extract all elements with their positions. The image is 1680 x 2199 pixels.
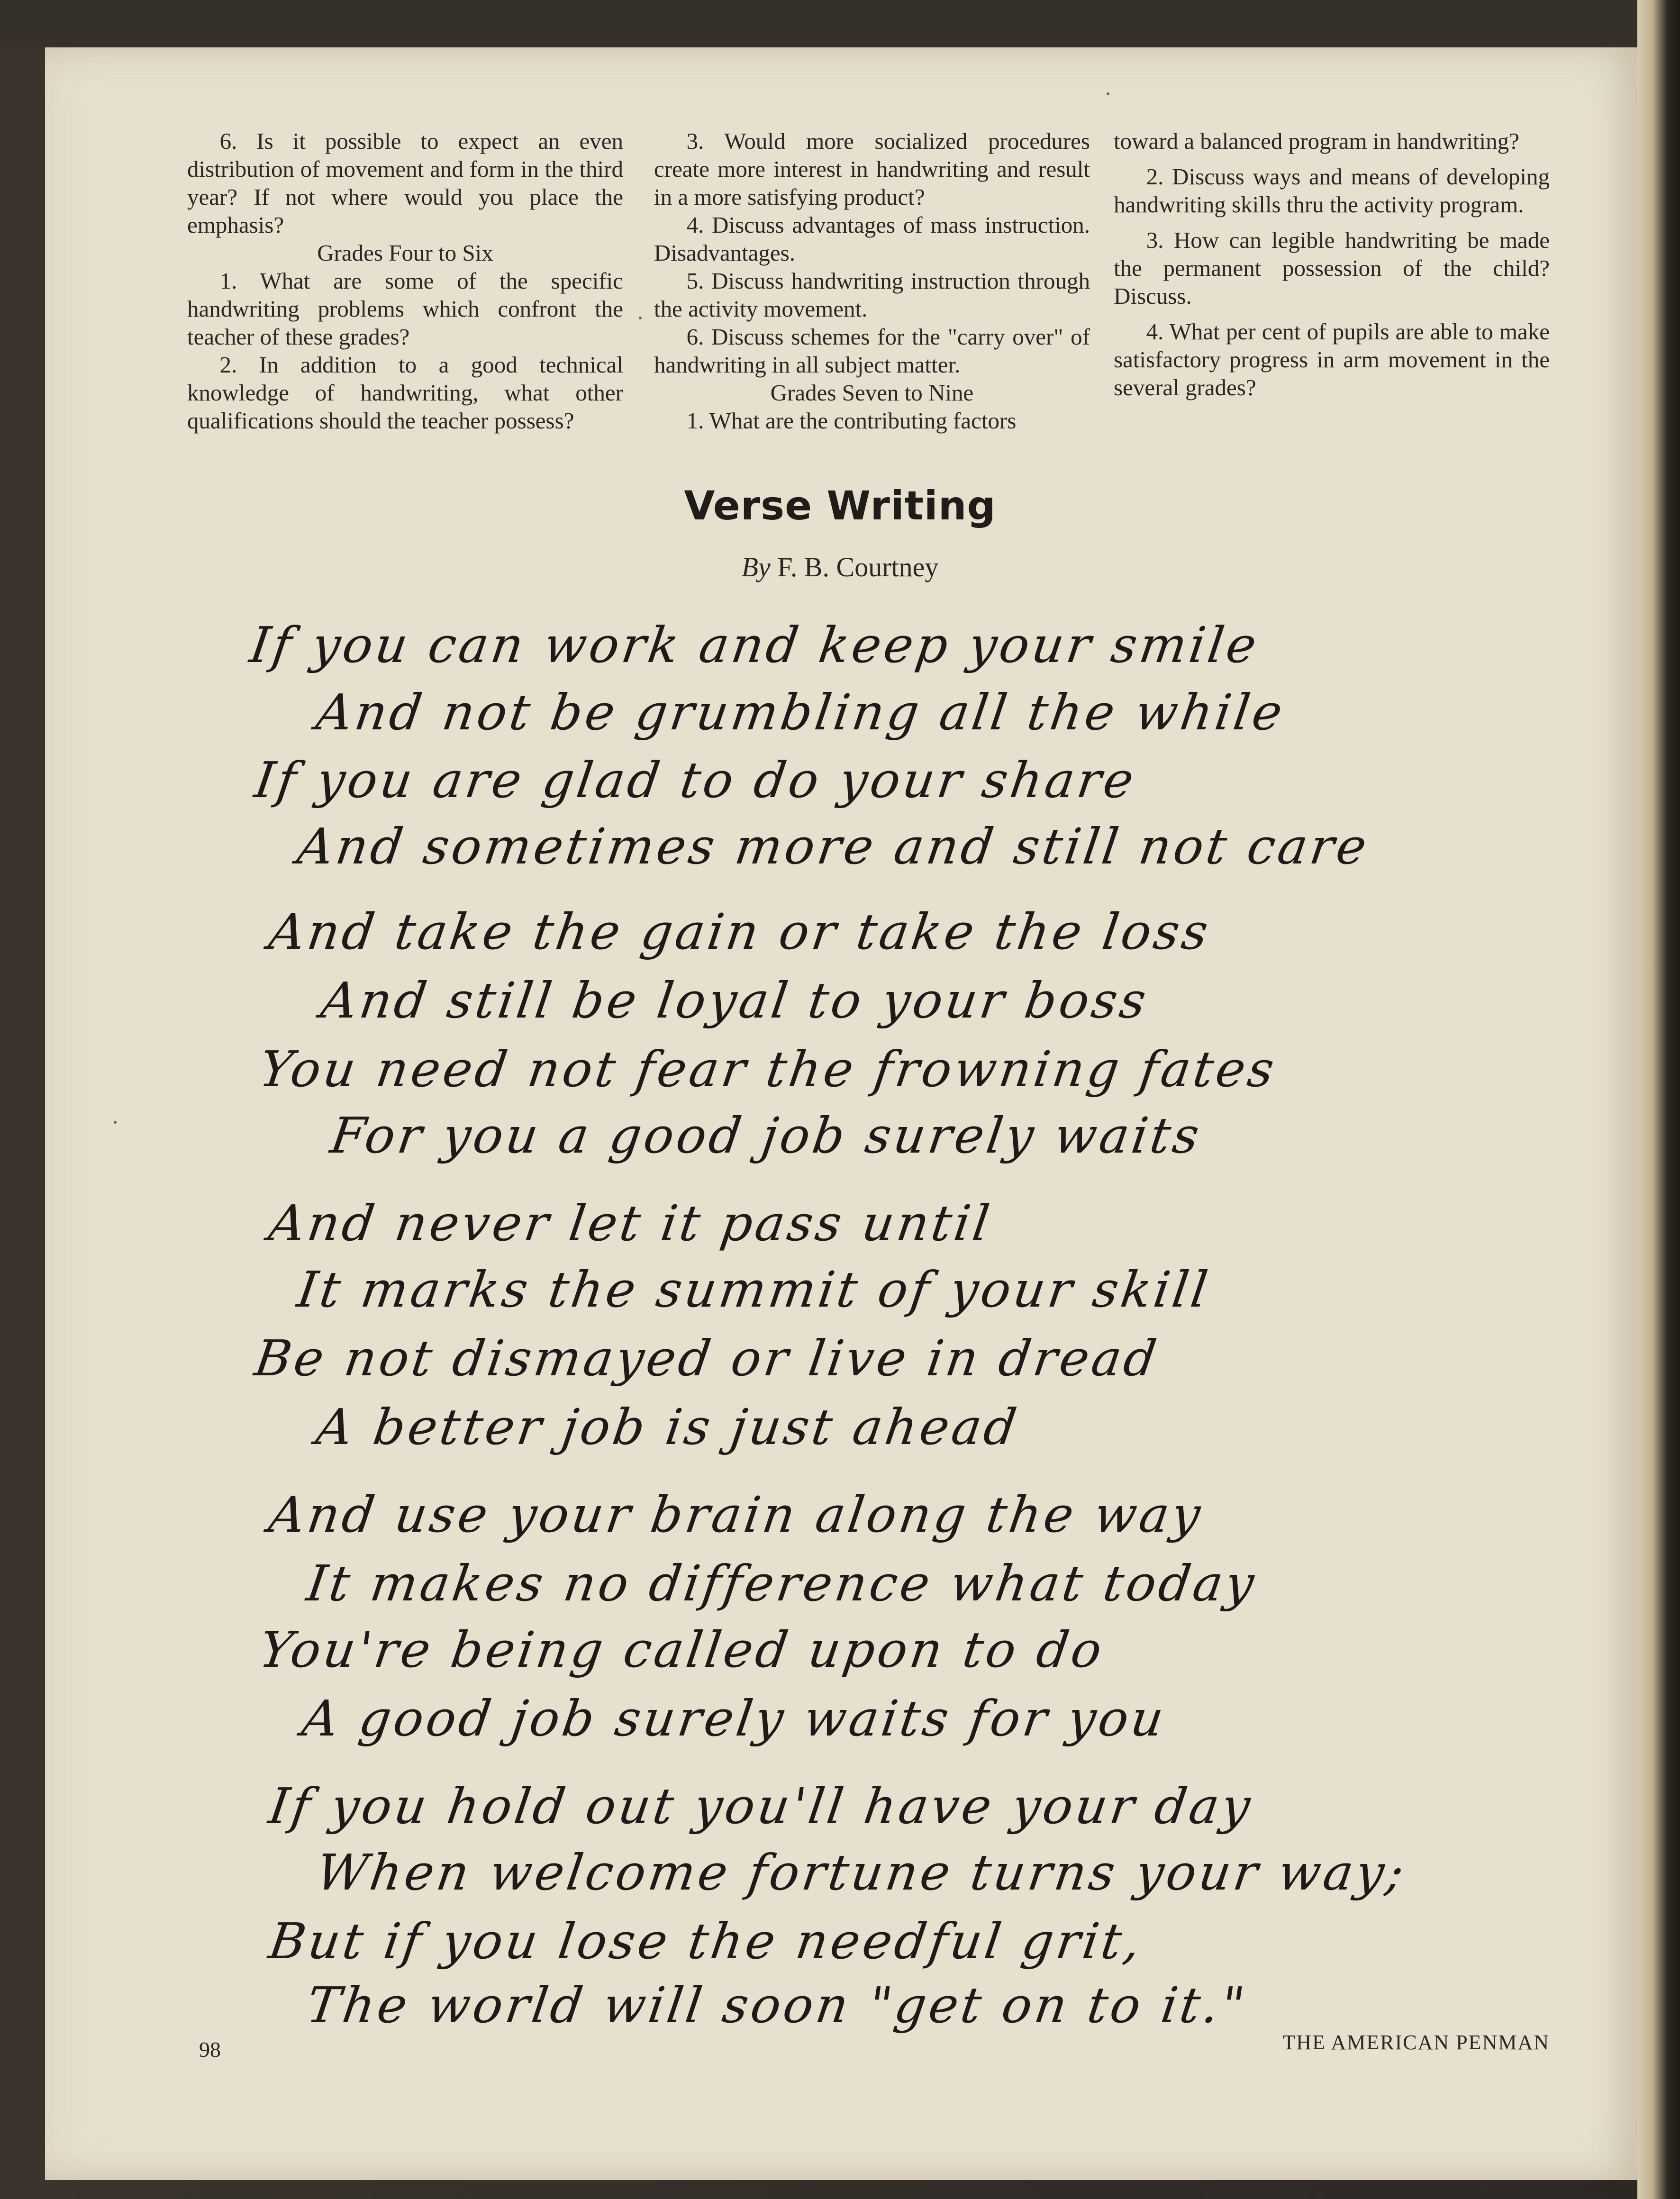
- verse-line: A good job surely waits for you: [299, 1690, 1170, 1747]
- verse-line: Be not dismayed or live in dread: [251, 1329, 1163, 1387]
- verse-line: If you can work and keep your smile: [246, 616, 1263, 674]
- verse-line: And sometimes more and still not care: [294, 818, 1373, 875]
- verse-line: When welcome fortune turns your way;: [313, 1844, 1410, 1901]
- question-paragraph: 5. Discuss handwriting instruction through the activity movement.: [654, 268, 1090, 322]
- verse-line: But if you lose the needful grit,: [265, 1912, 1147, 1970]
- page-number: 98: [199, 2037, 221, 2062]
- question-paragraph: 3. How can legible handwriting be made the permanent possession of the child? Discuss.: [1114, 227, 1550, 309]
- publication-name: THE AMERICAN PENMAN: [1282, 2031, 1550, 2054]
- question-paragraph: 6. Is it possible to expect an even distribution of movement and form in the third year? If not where would you place the emphasis?: [187, 128, 623, 238]
- paper-speck: [114, 1121, 117, 1124]
- author-name: F. B. Courtney: [777, 552, 939, 582]
- question-paragraph-continued: toward a balanced program in handwriting?: [1114, 128, 1519, 154]
- verse-line: If you are glad to do your share: [251, 751, 1140, 809]
- paper-speck: [639, 317, 642, 319]
- verse-line: A better job is just ahead: [313, 1398, 1023, 1456]
- question-paragraph: 4. What per cent of pupils are able to make satisfactory progress in arm movement in the several grades?: [1114, 318, 1550, 400]
- verse-line: The world will soon "get on to it.": [303, 1976, 1251, 2034]
- question-paragraph: 1. What are some of the specific handwriting problems which confront the teacher of these grades?: [187, 268, 623, 350]
- question-paragraph: 6. Discuss schemes for the "carry over" of handwriting in all subject matter.: [654, 324, 1090, 378]
- verse-line: And use your brain along the way: [265, 1486, 1207, 1544]
- question-paragraph: 2. Discuss ways and means of developing handwriting skills thru the activity program.: [1114, 164, 1550, 218]
- grade-heading: Grades Four to Six: [317, 240, 493, 266]
- verse-line: And take the gain or take the loss: [265, 903, 1215, 961]
- verse-line: You're being called upon to do: [256, 1621, 1108, 1679]
- verse-line: For you a good job surely waits: [327, 1107, 1206, 1164]
- verse-line: And never let it pass until: [265, 1194, 996, 1252]
- verse-line: If you hold out you'll have your day: [265, 1777, 1257, 1835]
- paper-speck: [1107, 92, 1109, 95]
- question-paragraph: 2. In addition to a good technical knowledge of handwriting, what other qualifications should the teacher possess?: [187, 352, 623, 434]
- article-title: Verse Writing: [684, 482, 996, 529]
- verse-line: And not be grumbling all the while: [313, 683, 1289, 741]
- question-paragraph: 4. Discuss advantages of mass instruction. Disadvantages.: [654, 212, 1090, 266]
- question-paragraph: 1. What are the contributing factors: [686, 408, 1017, 434]
- grade-heading: Grades Seven to Nine: [770, 380, 974, 406]
- byline-prefix: By: [741, 552, 771, 582]
- verse-line: You need not fear the frowning fates: [256, 1040, 1280, 1098]
- verse-line: It makes no difference what today: [303, 1554, 1261, 1612]
- verse-line: And still be loyal to your boss: [318, 972, 1153, 1029]
- verse-line: It marks the summit of your skill: [294, 1261, 1214, 1318]
- question-paragraph: 3. Would more socialized procedures create more interest in handwriting and result in a more satisfying product?: [654, 128, 1090, 210]
